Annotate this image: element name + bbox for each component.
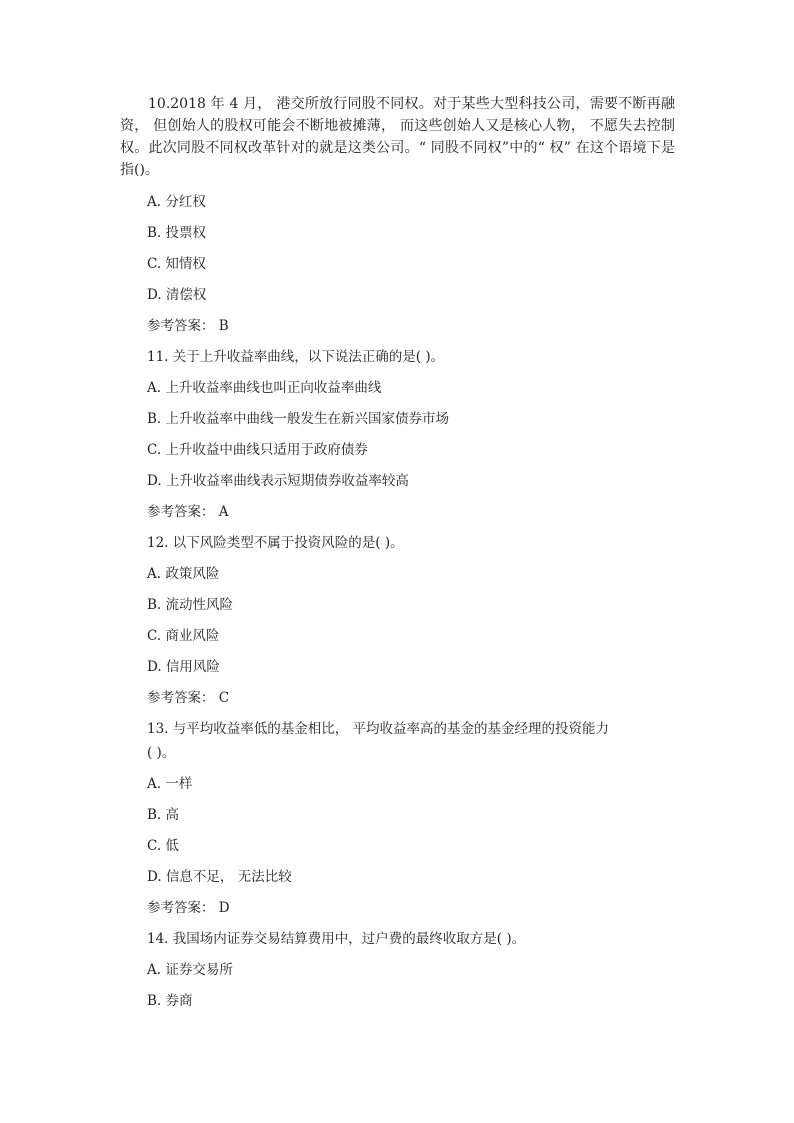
question-13-option-d: D. 信息不足， 无法比较 xyxy=(147,869,292,885)
question-12-text: 12. 以下风险类型不属于投资风险的是( )。 xyxy=(147,535,404,551)
question-11-text: 11. 关于上升收益率曲线，以下说法正确的是( )。 xyxy=(147,349,445,365)
question-13-text: 13. 与平均收益率低的基金相比， 平均收益率高的基金的基金经理的投资能力 xyxy=(147,721,610,737)
question-10-option-c: C. 知情权 xyxy=(147,256,206,272)
question-10-option-a: A. 分红权 xyxy=(147,194,206,210)
question-12-option-c: C. 商业风险 xyxy=(147,628,220,644)
question-12-option-d: D. 信用风险 xyxy=(147,659,220,675)
question-11-option-c: C. 上升收益中曲线只适用于政府债券 xyxy=(147,442,368,458)
question-11-option-d: D. 上升收益率曲线表示短期债券收益率较高 xyxy=(147,473,409,489)
question-10-text: 10.2018 年 4 月， 港交所放行同股不同权。对于某些大型科技公司，需要不断再融资， 但创始人的股权可能会不断地被摊薄， 而这些创始人又是核心人物， 不愿失去控制权。此次同股不同权改革针对的就是这类公司。“ 同股不同权”中的“ 权” 在这个语境下是指()。 xyxy=(120,96,675,178)
question-13-text-continued: ( )。 xyxy=(147,745,176,761)
question-10-option-b: B. 投票权 xyxy=(147,225,207,241)
question-14-text: 14. 我国场内证券交易结算费用中，过户费的最终收取方是( )。 xyxy=(147,931,526,947)
question-11-answer: 参考答案： A xyxy=(147,504,229,520)
question-13-option-c: C. 低 xyxy=(147,838,179,854)
question-11-option-a: A. 上升收益率曲线也叫正向收益率曲线 xyxy=(147,380,382,396)
question-10-answer: 参考答案： B xyxy=(147,318,229,334)
question-13-answer: 参考答案： D xyxy=(147,900,230,916)
question-12-answer: 参考答案： C xyxy=(147,690,230,706)
question-13-option-a: A. 一样 xyxy=(147,776,193,792)
document-content xyxy=(120,93,675,1022)
question-14-option-b: B. 券商 xyxy=(147,993,193,1009)
question-10-option-d: D. 清偿权 xyxy=(147,287,207,303)
question-11-option-b: B. 上升收益率中曲线一般发生在新兴国家债券市场 xyxy=(147,411,450,427)
question-13-option-b: B. 高 xyxy=(147,807,180,823)
question-14-option-a: A. 证券交易所 xyxy=(147,962,233,978)
question-12-option-b: B. 流动性风险 xyxy=(147,597,234,613)
question-12-option-a: A. 政策风险 xyxy=(147,566,220,582)
